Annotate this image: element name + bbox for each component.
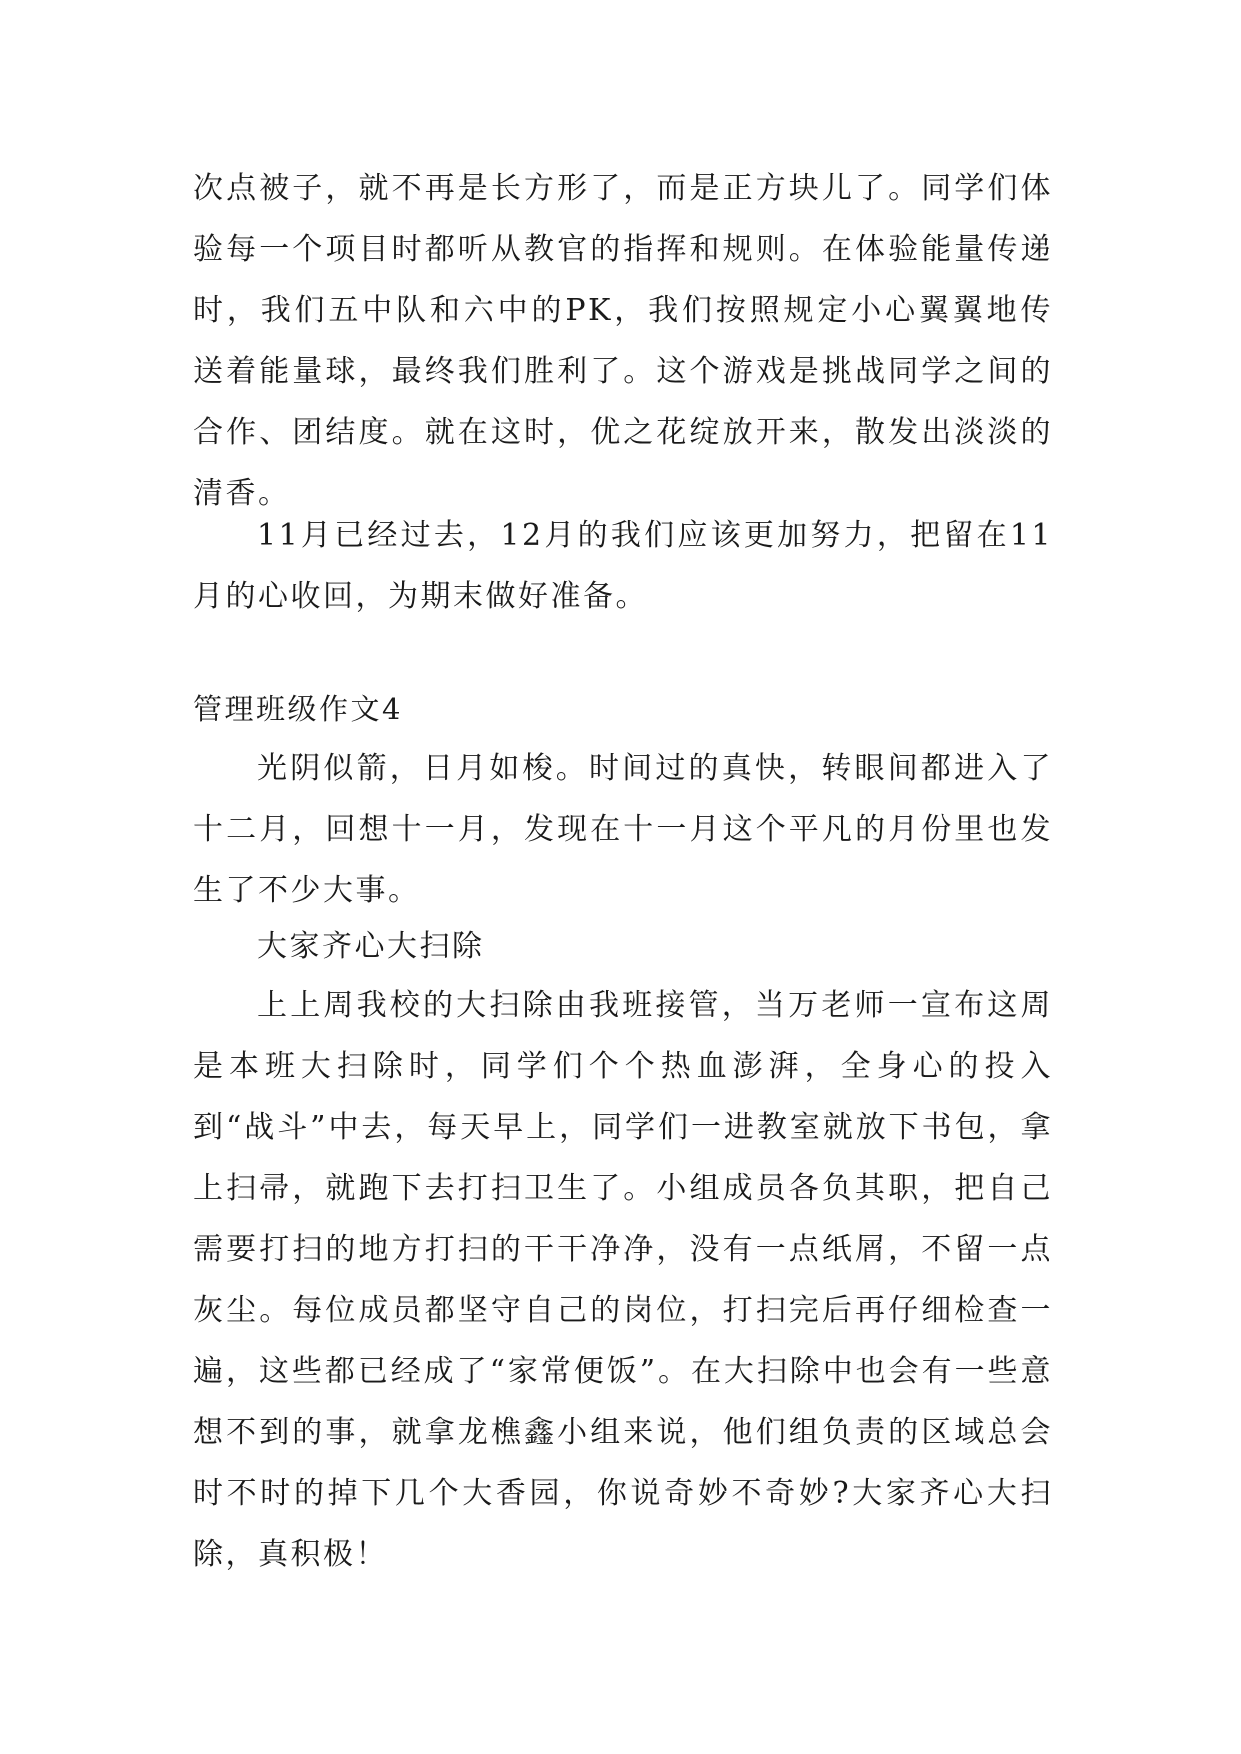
paragraph-cleaning: 上上周我校的大扫除由我班接管，当万老师一宣布这周是本班大扫除时，同学们个个热血澎湃，全身心的投入到“战斗”中去，每天早上，同学们一进教室就放下书包，拿上扫帚，就跑下去打扫卫生了。小组成员各负其职，把自己需要打扫的地方打扫的干干净净，没有一点纸屑，不留一点灰尘。每位成员都坚守自己的岗位，打扫完后再仔细检查一遍，这些都已经成了“家常便饭”。在大扫除中也会有一些意想不到的事，就拿龙樵鑫小组来说，他们组负责的区域总会时不时的掉下几个大香园，你说奇妙不奇妙?大家齐心大扫除，真积极！ [193, 988, 1053, 1572]
paragraph-november: 11月已经过去，12月的我们应该更加努力，把留在11月的心收回，为期末做好准备。 [193, 518, 1053, 614]
subheading: 大家齐心大扫除 [257, 929, 485, 964]
paragraph-intro: 光阴似箭，日月如梭。时间过的真快，转眼间都进入了十二月，回想十一月，发现在十一月这个平凡的月份里也发生了不少大事。 [193, 751, 1053, 908]
section-title: 管理班级作文4 [193, 692, 403, 726]
paragraph-continued: 次点被子，就不再是长方形了，而是正方块儿了。同学们体验每一个项目时都听从教官的指挥和规则。在体验能量传递时，我们五中队和六中的PK，我们按照规定小心翼翼地传送着能量球，最终我们胜利了。这个游戏是挑战同学之间的合作、团结度。就在这时，优之花绽放开来，散发出淡淡的清香。 [193, 171, 1053, 511]
